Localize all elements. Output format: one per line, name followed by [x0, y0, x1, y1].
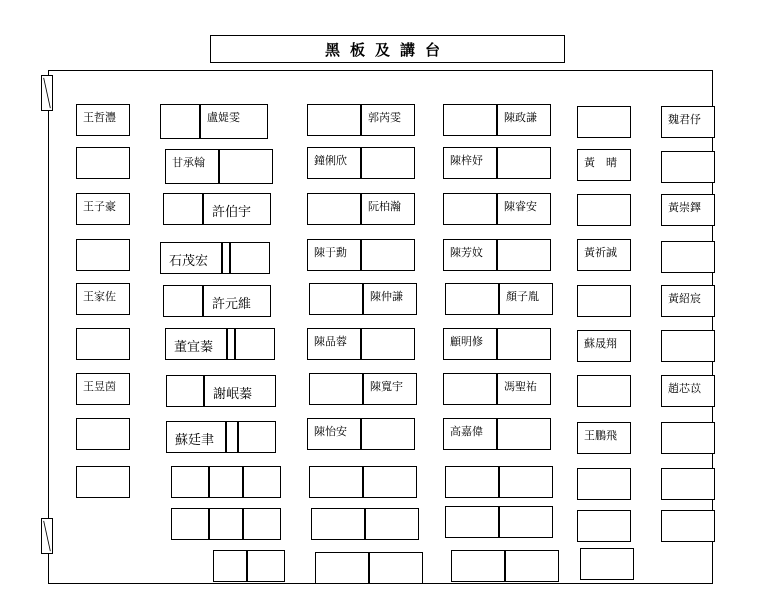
seat-desk-named: [497, 104, 551, 136]
seat-desk-named: [363, 373, 417, 405]
seat-desk: [76, 466, 130, 498]
seat-desk: [661, 422, 715, 454]
student-name: 顏子胤: [506, 290, 539, 303]
seat-desk-named: [203, 193, 271, 225]
seat-desk: [443, 193, 497, 225]
seat-desk: [213, 550, 247, 582]
student-name: 陳于勳: [314, 246, 347, 259]
seat-desk-named: [363, 283, 417, 315]
student-name: 顧明修: [450, 335, 483, 348]
seat-desk: [307, 193, 361, 225]
seat-desk-named: [499, 283, 553, 315]
student-name: 黃崇鐸: [668, 201, 701, 214]
seat-desk: [497, 418, 551, 450]
seat-desk: [577, 468, 631, 500]
seat-desk: [243, 466, 281, 498]
seat-desk: [499, 506, 553, 538]
seat-desk: [247, 550, 285, 582]
student-name: 鐘俐欣: [314, 154, 347, 167]
seat-desk: [499, 466, 553, 498]
seat-desk: [166, 375, 204, 407]
seat-desk-named: [307, 328, 361, 360]
seat-desk: [445, 283, 499, 315]
seat-desk: [227, 328, 235, 360]
blackboard-podium: 黑板及講台: [210, 35, 565, 63]
student-name: 陳梓妤: [450, 154, 483, 167]
student-name: 甘承翰: [172, 156, 205, 169]
seat-desk: [361, 418, 415, 450]
student-name: 盧媞雯: [207, 111, 240, 124]
seat-desk: [577, 106, 631, 138]
seat-desk-named: [361, 104, 415, 136]
seat-desk-named: [577, 422, 631, 454]
seat-desk: [451, 550, 505, 582]
seat-desk-named: [204, 375, 276, 407]
seat-desk: [361, 147, 415, 179]
seat-desk-named: [577, 330, 631, 362]
seat-desk: [76, 147, 130, 179]
door-top-left: [41, 75, 53, 111]
seat-desk-named: [165, 328, 227, 360]
seat-desk-named: [76, 373, 130, 405]
seat-desk: [661, 241, 715, 273]
door-bottom-left: [41, 518, 53, 554]
student-name: 陳政謙: [504, 111, 537, 124]
student-name: 王家佐: [83, 290, 116, 303]
seat-desk-named: [76, 193, 130, 225]
seat-desk-named: [661, 106, 715, 138]
seat-desk: [76, 239, 130, 271]
seat-desk: [580, 548, 634, 580]
student-name: 蘇晟翔: [584, 337, 617, 350]
student-name: 陳寬宇: [370, 380, 403, 393]
student-name: 黃紹宸: [668, 292, 701, 305]
seat-desk-named: [203, 285, 271, 317]
seat-desk: [497, 147, 551, 179]
seat-desk: [497, 239, 551, 271]
seat-desk: [243, 508, 281, 540]
student-name: 陳芳妏: [450, 246, 483, 259]
seat-desk: [361, 328, 415, 360]
student-name: 蘇廷聿: [175, 433, 215, 448]
seat-desk: [443, 104, 497, 136]
seat-desk: [219, 149, 273, 184]
seat-desk-named: [661, 194, 715, 226]
seat-desk-named: [76, 283, 130, 315]
seat-desk: [163, 193, 203, 225]
seat-desk: [497, 328, 551, 360]
seat-desk: [315, 552, 369, 584]
student-name: 許伯宇: [212, 205, 252, 220]
seat-desk: [445, 466, 499, 498]
seat-desk: [171, 466, 209, 498]
seat-desk-named: [361, 193, 415, 225]
seat-desk: [209, 466, 243, 498]
seat-desk: [222, 242, 230, 274]
seat-desk: [76, 328, 130, 360]
seat-desk: [238, 421, 276, 453]
seat-desk: [577, 375, 631, 407]
seat-desk: [661, 330, 715, 362]
seat-desk-named: [661, 375, 715, 407]
student-name: 王哲灃: [83, 111, 116, 124]
seat-desk-named: [497, 373, 551, 405]
seat-desk: [445, 506, 499, 538]
door-swing-icon: [42, 519, 52, 553]
seat-desk-named: [661, 285, 715, 317]
seat-desk: [309, 283, 363, 315]
seat-desk: [361, 239, 415, 271]
seat-desk-named: [443, 328, 497, 360]
seat-desk: [369, 552, 423, 584]
student-name: 陳品蓉: [314, 335, 347, 348]
seat-desk: [230, 242, 270, 274]
seat-desk-named: [443, 418, 497, 450]
seat-desk-named: [577, 239, 631, 271]
student-name: 陳仲謙: [370, 290, 403, 303]
student-name: 阮柏瀚: [368, 200, 401, 213]
seat-desk-named: [577, 149, 631, 181]
door-swing-icon: [42, 76, 52, 110]
seat-desk: [505, 550, 559, 582]
student-name: 陳睿安: [504, 200, 537, 213]
seat-desk-named: [200, 104, 268, 139]
seat-desk: [363, 466, 417, 498]
seat-desk-named: [497, 193, 551, 225]
seat-desk: [163, 285, 203, 317]
seat-desk: [661, 510, 715, 542]
seat-desk-named: [307, 239, 361, 271]
student-name: 郭芮雯: [368, 111, 401, 124]
student-name: 謝岷蓁: [213, 387, 253, 402]
student-name: 許元維: [212, 297, 252, 312]
student-name: 黃祈誠: [584, 246, 617, 259]
student-name: 高嘉偉: [450, 425, 483, 438]
seat-desk: [171, 508, 209, 540]
seat-desk: [577, 510, 631, 542]
student-name: 趙芯苡: [668, 382, 701, 395]
seat-desk-named: [76, 104, 130, 136]
seat-desk-named: [166, 421, 226, 453]
seat-desk-named: [307, 147, 361, 179]
seat-desk-named: [160, 242, 222, 274]
seat-desk: [661, 151, 715, 183]
seat-desk: [76, 418, 130, 450]
student-name: 王鵬飛: [584, 429, 617, 442]
seat-desk: [309, 373, 363, 405]
seat-desk: [235, 328, 275, 360]
student-name: 王昱茵: [83, 380, 116, 393]
seat-desk-named: [165, 149, 219, 184]
student-name: 魏君伃: [668, 113, 701, 126]
student-name: 董宜蓁: [174, 340, 214, 355]
seat-desk-named: [443, 239, 497, 271]
seat-desk: [577, 285, 631, 317]
seat-desk-named: [443, 147, 497, 179]
student-name: 黃 晴: [584, 156, 617, 169]
student-name: 石茂宏: [169, 254, 209, 269]
seat-desk: [577, 194, 631, 226]
seat-desk: [209, 508, 243, 540]
seat-desk: [661, 468, 715, 500]
seat-desk: [160, 104, 200, 139]
seat-desk: [307, 104, 361, 136]
seat-desk-named: [307, 418, 361, 450]
student-name: 馮聖祐: [504, 380, 537, 393]
seat-desk: [309, 466, 363, 498]
seat-desk: [311, 508, 365, 540]
seat-desk: [443, 373, 497, 405]
student-name: 王子豪: [83, 200, 116, 213]
seat-desk: [226, 421, 238, 453]
seat-desk: [365, 508, 419, 540]
student-name: 陳怡安: [314, 425, 347, 438]
